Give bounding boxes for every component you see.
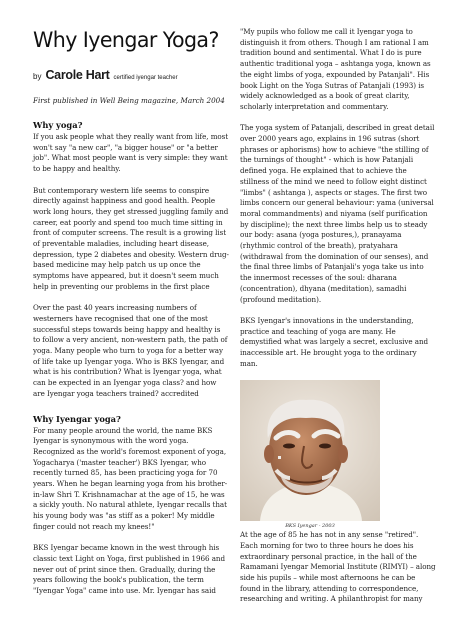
paragraph: But contemporary western life seems to conspire directly against happiness and good health. People work long hours, they get stressed juggling family and career, eat poorly and spend too much time sitting in front of computer screens. The result is a growing list of preventable maladies, including heart disease, depression, type 2 diabetes and obesity. Western drug-based medicine may help patch us up once the symptoms have appeared, but it doesn't seem much help in preventing our problems in the first place (33, 185, 229, 291)
paragraph: BKS Iyengar's innovations in the understanding, practice and teaching of yoga are many. He demystified what was largely a secret, exclusive and inaccessible art. He brought yoga to the ordinary man. (240, 315, 429, 368)
publication-note: First published in Well Being magazine, March 2004 (33, 96, 225, 105)
paragraph: Over the past 40 years increasing numbers of westerners have recognised that one of the most successful steps towards being happy and healthy is to follow a very ancient, non-western path, the path of yoga. Many people who turn to yoga for a better way of life take up Iyengar yoga. Who is BKS Iyengar, and what is his contribution? What is Iyengar yoga, what can be expected in an Iyengar yoga class? and how are Iyengar yoga teachers trained? accredited (33, 303, 228, 398)
paragraph: "My pupils who follow me call it Iyengar yoga to distinguish it from others. Though I am rational I am tradition bound and sentimental. What I do is pure authentic traditional yoga – ashtanga yoga, known as the eight limbs of yoga, expounded by Patanjali". His book Light on the Yoga Sutras of Patanjali (1993) is widely acknowledged as a book of great clarity, scholarly interpretation and commentary. (240, 27, 431, 111)
left-column (33, 27, 229, 607)
author-name: Carole Hart (45, 68, 110, 82)
author-credential: certified iyengar teacher (113, 75, 178, 81)
article-title: Why Iyengar Yoga? (33, 28, 219, 52)
paragraph: If you ask people what they really want from life, most won't say "a new car", "a bigger house" or "a better job". What most people want is very simple: they want to be happy and healthy. (33, 132, 229, 174)
paragraph: For many people around the world, the name BKS Iyengar is synonymous with the word yoga. Recognized as the world's foremost exponent of yoga, Yogacharya ('master teacher') BKS Iyengar, who recently turned 85, has been practicing yoga for 70 years. When he began learning yoga from his brother-in-law Shri T. Krishnamachar at the age of 15, he was a sickly youth. No natural athlete, Iyengar recalls that his young body was "as stiff as a poker! My middle finger could not reach my knees!" (33, 425, 228, 531)
photo-caption: BKS Iyengar - 2003 (285, 523, 335, 530)
right-column (240, 27, 436, 616)
byline-by: by (33, 72, 42, 81)
portrait-image (240, 380, 380, 521)
heading-why-iyengar-yoga: Why Iyengar yoga? (33, 413, 121, 424)
paragraph: At the age of 85 he has not in any sense "retired". Each morning for two to three hours he does his extraordinary personal practice, in the hall of the Ramamani Iyengar Memorial Institute (RIMYI) – along side his pupils – while most afternoons he can be found in the library, attending to correspondence, researching and writing. A philanthropist for many (240, 530, 436, 604)
paragraph: BKS Iyengar became known in the west through his classic text Light on Yoga, first published in 1966 and never out of print since then. Gradually, during the years following the book's publication, the term "Iyengar Yoga" came into use. Mr. Iyengar has said (33, 543, 225, 596)
paragraph: The yoga system of Patanjali, described in great detail over 2000 years ago, explains in 196 sutras (short phrases or aphorisms) how to achieve "the stilling of the turnings of thought" - which is how Patanjali defined yoga. He explained that to achieve the stillness of the mind we need to follow eight distinct "limbs" ( ashtanga ), aspects or stages. The first two limbs concern our general behaviour: yama (universal moral commandments) and niyama (self purification by discipline); the next three limbs help us to steady our body: asana (yoga postures,), pranayama (rhythmic control of the breath), pratyahara (withdrawal from the domination of our senses), and the final three limbs of Patanjali's yoga take us into the innermost recesses of the soul: dharana (concentration), dhyana (meditation), samadhi (profound meditation). (240, 123, 435, 304)
byline (33, 68, 229, 90)
heading-why-yoga: Why yoga? (33, 120, 83, 130)
portrait-photo (240, 380, 380, 521)
